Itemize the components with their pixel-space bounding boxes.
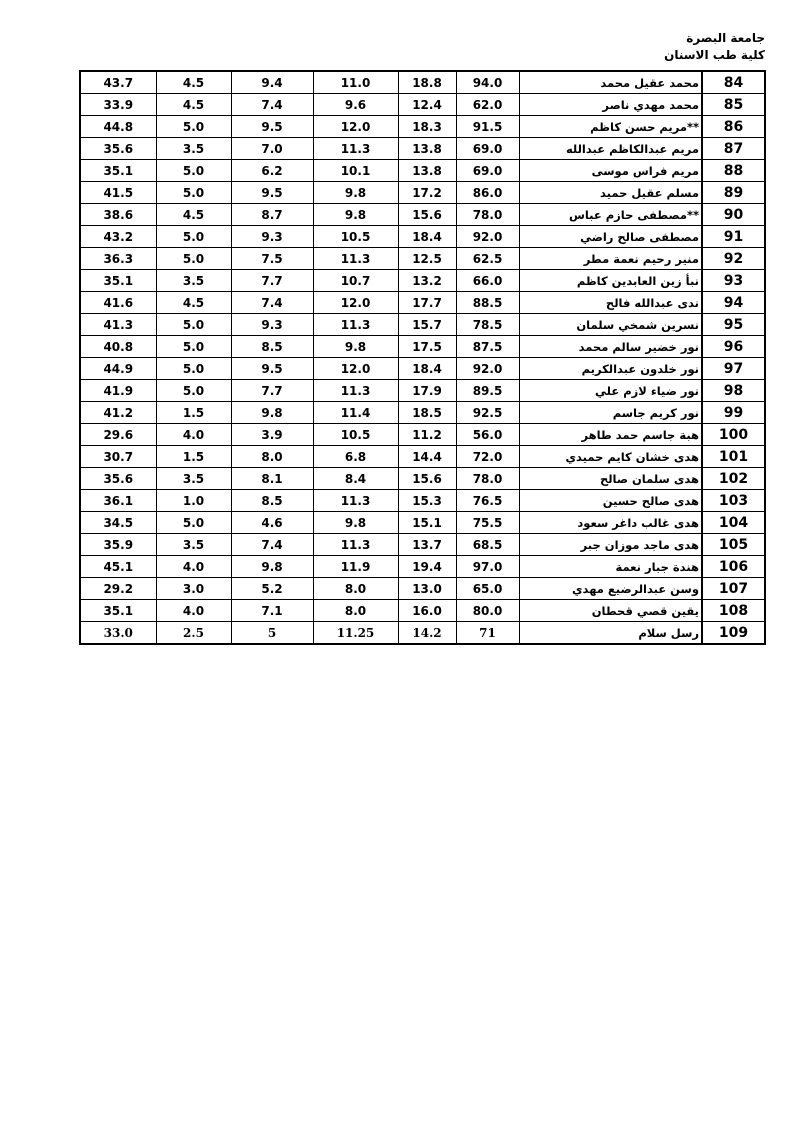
score-col3-cell: 7.7 bbox=[231, 380, 313, 402]
total-cell: 41.3 bbox=[80, 314, 156, 336]
score-col4-cell: 8.4 bbox=[313, 468, 398, 490]
total-cell: 30.7 bbox=[80, 446, 156, 468]
row-number-cell: 85 bbox=[702, 94, 765, 116]
score-col5-cell: 17.2 bbox=[398, 182, 456, 204]
score-col4-cell: 9.8 bbox=[313, 182, 398, 204]
score-col6-cell: 94.0 bbox=[456, 71, 519, 94]
score-col4-cell: 10.1 bbox=[313, 160, 398, 182]
score-col5-cell: 17.5 bbox=[398, 336, 456, 358]
table-row bbox=[80, 600, 765, 622]
score-col5-cell: 15.3 bbox=[398, 490, 456, 512]
score-col6-cell: 69.0 bbox=[456, 138, 519, 160]
score-col3-cell: 9.8 bbox=[231, 556, 313, 578]
score-col6-cell: 75.5 bbox=[456, 512, 519, 534]
score-col6-cell: 92.0 bbox=[456, 226, 519, 248]
table-row bbox=[80, 71, 765, 94]
score-col5-cell: 13.0 bbox=[398, 578, 456, 600]
score-col2-cell: 4.5 bbox=[156, 71, 231, 94]
score-col3-cell: 9.8 bbox=[231, 402, 313, 424]
total-cell: 41.9 bbox=[80, 380, 156, 402]
total-cell: 44.8 bbox=[80, 116, 156, 138]
score-col5-cell: 12.5 bbox=[398, 248, 456, 270]
row-number-cell: 98 bbox=[702, 380, 765, 402]
total-cell: 40.8 bbox=[80, 336, 156, 358]
student-name-cell: هدى خشان كايم حميدي bbox=[519, 446, 702, 468]
score-col4-cell: 8.0 bbox=[313, 578, 398, 600]
table-row bbox=[80, 358, 765, 380]
score-col4-cell: 12.0 bbox=[313, 292, 398, 314]
row-number-cell: 87 bbox=[702, 138, 765, 160]
score-col6-cell: 66.0 bbox=[456, 270, 519, 292]
row-number-cell: 92 bbox=[702, 248, 765, 270]
score-col3-cell: 7.0 bbox=[231, 138, 313, 160]
score-col3-cell: 4.6 bbox=[231, 512, 313, 534]
row-number-cell: 108 bbox=[702, 600, 765, 622]
score-col2-cell: 4.5 bbox=[156, 94, 231, 116]
score-col6-cell: 68.5 bbox=[456, 534, 519, 556]
student-name-cell: وسن عبدالرضيع مهدي bbox=[519, 578, 702, 600]
total-cell: 43.2 bbox=[80, 226, 156, 248]
total-cell: 35.1 bbox=[80, 600, 156, 622]
student-name-cell: نور كريم جاسم bbox=[519, 402, 702, 424]
score-col3-cell: 9.3 bbox=[231, 314, 313, 336]
table-row bbox=[80, 160, 765, 182]
score-col2-cell: 5.0 bbox=[156, 336, 231, 358]
grades-table bbox=[79, 70, 766, 645]
score-col6-cell: 89.5 bbox=[456, 380, 519, 402]
student-name-cell: نبأ زين العابدين كاظم bbox=[519, 270, 702, 292]
total-cell: 29.2 bbox=[80, 578, 156, 600]
student-name-cell: هدى غالب داغر سعود bbox=[519, 512, 702, 534]
score-col5-cell: 12.4 bbox=[398, 94, 456, 116]
total-cell: 35.9 bbox=[80, 534, 156, 556]
score-col4-cell: 11.3 bbox=[313, 534, 398, 556]
score-col4-cell: 9.8 bbox=[313, 204, 398, 226]
row-number-cell: 103 bbox=[702, 490, 765, 512]
total-cell: 29.6 bbox=[80, 424, 156, 446]
score-col4-cell: 12.0 bbox=[313, 116, 398, 138]
row-number-cell: 99 bbox=[702, 402, 765, 424]
score-col6-cell: 80.0 bbox=[456, 600, 519, 622]
total-cell: 43.7 bbox=[80, 71, 156, 94]
score-col6-cell: 78.0 bbox=[456, 204, 519, 226]
score-col5-cell: 13.8 bbox=[398, 160, 456, 182]
score-col5-cell: 14.2 bbox=[398, 622, 456, 645]
document-header bbox=[664, 30, 765, 64]
row-number-cell: 109 bbox=[702, 622, 765, 645]
score-col4-cell: 11.3 bbox=[313, 248, 398, 270]
table-row bbox=[80, 380, 765, 402]
score-col5-cell: 15.6 bbox=[398, 204, 456, 226]
score-col6-cell: 72.0 bbox=[456, 446, 519, 468]
score-col3-cell: 7.4 bbox=[231, 292, 313, 314]
student-name-cell: هبة جاسم حمد طاهر bbox=[519, 424, 702, 446]
row-number-cell: 100 bbox=[702, 424, 765, 446]
total-cell: 41.6 bbox=[80, 292, 156, 314]
score-col5-cell: 15.1 bbox=[398, 512, 456, 534]
table-row bbox=[80, 446, 765, 468]
score-col4-cell: 11.25 bbox=[313, 622, 398, 645]
score-col3-cell: 9.3 bbox=[231, 226, 313, 248]
score-col4-cell: 10.5 bbox=[313, 226, 398, 248]
row-number-cell: 105 bbox=[702, 534, 765, 556]
score-col2-cell: 5.0 bbox=[156, 314, 231, 336]
score-col5-cell: 13.2 bbox=[398, 270, 456, 292]
score-col6-cell: 92.0 bbox=[456, 358, 519, 380]
score-col5-cell: 17.9 bbox=[398, 380, 456, 402]
student-name-cell: هدى سلمان صالح bbox=[519, 468, 702, 490]
score-col3-cell: 3.9 bbox=[231, 424, 313, 446]
score-col5-cell: 18.4 bbox=[398, 226, 456, 248]
score-col2-cell: 5.0 bbox=[156, 226, 231, 248]
row-number-cell: 104 bbox=[702, 512, 765, 534]
row-number-cell: 101 bbox=[702, 446, 765, 468]
score-col5-cell: 19.4 bbox=[398, 556, 456, 578]
table-row bbox=[80, 204, 765, 226]
score-col5-cell: 18.8 bbox=[398, 71, 456, 94]
total-cell: 35.1 bbox=[80, 160, 156, 182]
score-col3-cell: 9.4 bbox=[231, 71, 313, 94]
total-cell: 36.1 bbox=[80, 490, 156, 512]
table-row bbox=[80, 468, 765, 490]
student-name-cell: نور ضياء لازم علي bbox=[519, 380, 702, 402]
score-col6-cell: 62.0 bbox=[456, 94, 519, 116]
row-number-cell: 107 bbox=[702, 578, 765, 600]
student-name-cell: مصطفى صالح راضي bbox=[519, 226, 702, 248]
score-col6-cell: 76.5 bbox=[456, 490, 519, 512]
total-cell: 38.6 bbox=[80, 204, 156, 226]
total-cell: 41.5 bbox=[80, 182, 156, 204]
student-name-cell: مريم فراس موسى bbox=[519, 160, 702, 182]
score-col2-cell: 3.5 bbox=[156, 468, 231, 490]
score-col6-cell: 88.5 bbox=[456, 292, 519, 314]
score-col5-cell: 15.7 bbox=[398, 314, 456, 336]
score-col2-cell: 3.5 bbox=[156, 138, 231, 160]
row-number-cell: 96 bbox=[702, 336, 765, 358]
table-row bbox=[80, 512, 765, 534]
score-col6-cell: 56.0 bbox=[456, 424, 519, 446]
total-cell: 41.2 bbox=[80, 402, 156, 424]
student-name-cell: منير رحيم نعمة مطر bbox=[519, 248, 702, 270]
score-col4-cell: 11.3 bbox=[313, 380, 398, 402]
score-col4-cell: 12.0 bbox=[313, 358, 398, 380]
student-name-cell: يقين قصي قحطان bbox=[519, 600, 702, 622]
score-col4-cell: 11.0 bbox=[313, 71, 398, 94]
score-col3-cell: 7.7 bbox=[231, 270, 313, 292]
table-row bbox=[80, 424, 765, 446]
row-number-cell: 97 bbox=[702, 358, 765, 380]
score-col3-cell: 6.2 bbox=[231, 160, 313, 182]
row-number-cell: 90 bbox=[702, 204, 765, 226]
table-row bbox=[80, 622, 765, 645]
score-col5-cell: 15.6 bbox=[398, 468, 456, 490]
score-col2-cell: 1.0 bbox=[156, 490, 231, 512]
college-name: كلية طب الاسنان bbox=[664, 48, 765, 62]
score-col2-cell: 5.0 bbox=[156, 116, 231, 138]
score-col4-cell: 11.9 bbox=[313, 556, 398, 578]
score-col5-cell: 18.4 bbox=[398, 358, 456, 380]
score-col6-cell: 78.5 bbox=[456, 314, 519, 336]
row-number-cell: 94 bbox=[702, 292, 765, 314]
total-cell: 33.0 bbox=[80, 622, 156, 645]
score-col4-cell: 10.7 bbox=[313, 270, 398, 292]
score-col3-cell: 7.4 bbox=[231, 534, 313, 556]
table-row bbox=[80, 270, 765, 292]
score-col5-cell: 16.0 bbox=[398, 600, 456, 622]
score-col2-cell: 5.0 bbox=[156, 380, 231, 402]
table-row bbox=[80, 314, 765, 336]
score-col2-cell: 5.0 bbox=[156, 512, 231, 534]
score-col2-cell: 4.0 bbox=[156, 424, 231, 446]
score-col4-cell: 8.0 bbox=[313, 600, 398, 622]
row-number-cell: 95 bbox=[702, 314, 765, 336]
student-name-cell: نسرين شمخي سلمان bbox=[519, 314, 702, 336]
score-col3-cell: 5.2 bbox=[231, 578, 313, 600]
score-col4-cell: 10.5 bbox=[313, 424, 398, 446]
score-col6-cell: 78.0 bbox=[456, 468, 519, 490]
score-col5-cell: 18.5 bbox=[398, 402, 456, 424]
row-number-cell: 91 bbox=[702, 226, 765, 248]
score-col2-cell: 3.5 bbox=[156, 270, 231, 292]
score-col3-cell: 7.5 bbox=[231, 248, 313, 270]
score-col4-cell: 9.6 bbox=[313, 94, 398, 116]
student-name-cell: ندى عبدالله فالح bbox=[519, 292, 702, 314]
table-row bbox=[80, 336, 765, 358]
score-col2-cell: 4.5 bbox=[156, 204, 231, 226]
table-row bbox=[80, 182, 765, 204]
score-col2-cell: 5.0 bbox=[156, 358, 231, 380]
score-col4-cell: 11.3 bbox=[313, 490, 398, 512]
row-number-cell: 84 bbox=[702, 71, 765, 94]
total-cell: 35.6 bbox=[80, 468, 156, 490]
student-name-cell: مسلم عقيل حميد bbox=[519, 182, 702, 204]
score-col4-cell: 9.8 bbox=[313, 512, 398, 534]
score-col4-cell: 9.8 bbox=[313, 336, 398, 358]
student-name-cell: هندة جبار نعمة bbox=[519, 556, 702, 578]
row-number-cell: 106 bbox=[702, 556, 765, 578]
score-col4-cell: 6.8 bbox=[313, 446, 398, 468]
score-col2-cell: 3.5 bbox=[156, 534, 231, 556]
score-col5-cell: 14.4 bbox=[398, 446, 456, 468]
score-col6-cell: 87.5 bbox=[456, 336, 519, 358]
table-row bbox=[80, 226, 765, 248]
student-name-cell: هدى ماجد موزان جبر bbox=[519, 534, 702, 556]
student-name-cell: هدى صالح حسين bbox=[519, 490, 702, 512]
score-col2-cell: 5.0 bbox=[156, 248, 231, 270]
student-name-cell: **مصطفى حازم عباس bbox=[519, 204, 702, 226]
row-number-cell: 88 bbox=[702, 160, 765, 182]
table-row bbox=[80, 556, 765, 578]
student-name-cell: **مريم حسن كاظم bbox=[519, 116, 702, 138]
score-col3-cell: 7.4 bbox=[231, 94, 313, 116]
score-col5-cell: 11.2 bbox=[398, 424, 456, 446]
table-row bbox=[80, 138, 765, 160]
score-col6-cell: 91.5 bbox=[456, 116, 519, 138]
score-col4-cell: 11.3 bbox=[313, 314, 398, 336]
table-row bbox=[80, 490, 765, 512]
student-name-cell: رسل سلام bbox=[519, 622, 702, 645]
table-row bbox=[80, 402, 765, 424]
total-cell: 45.1 bbox=[80, 556, 156, 578]
total-cell: 44.9 bbox=[80, 358, 156, 380]
score-col6-cell: 92.5 bbox=[456, 402, 519, 424]
score-col3-cell: 9.5 bbox=[231, 182, 313, 204]
score-col4-cell: 11.3 bbox=[313, 138, 398, 160]
row-number-cell: 93 bbox=[702, 270, 765, 292]
score-col2-cell: 1.5 bbox=[156, 446, 231, 468]
total-cell: 35.1 bbox=[80, 270, 156, 292]
student-name-cell: نور خلدون عبدالكريم bbox=[519, 358, 702, 380]
score-col6-cell: 97.0 bbox=[456, 556, 519, 578]
score-col4-cell: 11.4 bbox=[313, 402, 398, 424]
score-col3-cell: 8.7 bbox=[231, 204, 313, 226]
score-col6-cell: 86.0 bbox=[456, 182, 519, 204]
student-name-cell: نور خضير سالم محمد bbox=[519, 336, 702, 358]
university-name: جامعة البصرة bbox=[686, 31, 765, 45]
score-col2-cell: 5.0 bbox=[156, 160, 231, 182]
score-col3-cell: 8.5 bbox=[231, 336, 313, 358]
total-cell: 34.5 bbox=[80, 512, 156, 534]
score-col6-cell: 65.0 bbox=[456, 578, 519, 600]
score-col3-cell: 5 bbox=[231, 622, 313, 645]
table-row bbox=[80, 94, 765, 116]
table-row bbox=[80, 292, 765, 314]
score-col2-cell: 4.5 bbox=[156, 292, 231, 314]
student-name-cell: محمد مهدي ناصر bbox=[519, 94, 702, 116]
score-col2-cell: 4.0 bbox=[156, 556, 231, 578]
total-cell: 36.3 bbox=[80, 248, 156, 270]
student-name-cell: محمد عقيل محمد bbox=[519, 71, 702, 94]
table-row bbox=[80, 578, 765, 600]
grades-table-body bbox=[80, 71, 765, 644]
score-col2-cell: 3.0 bbox=[156, 578, 231, 600]
total-cell: 33.9 bbox=[80, 94, 156, 116]
row-number-cell: 102 bbox=[702, 468, 765, 490]
score-col5-cell: 13.8 bbox=[398, 138, 456, 160]
table-row bbox=[80, 534, 765, 556]
score-col6-cell: 62.5 bbox=[456, 248, 519, 270]
score-col2-cell: 4.0 bbox=[156, 600, 231, 622]
score-col3-cell: 7.1 bbox=[231, 600, 313, 622]
score-col3-cell: 9.5 bbox=[231, 116, 313, 138]
table-row bbox=[80, 248, 765, 270]
score-col3-cell: 9.5 bbox=[231, 358, 313, 380]
row-number-cell: 89 bbox=[702, 182, 765, 204]
score-col5-cell: 17.7 bbox=[398, 292, 456, 314]
score-col2-cell: 2.5 bbox=[156, 622, 231, 645]
row-number-cell: 86 bbox=[702, 116, 765, 138]
table-row bbox=[80, 116, 765, 138]
score-col5-cell: 18.3 bbox=[398, 116, 456, 138]
student-name-cell: مريم عبدالكاظم عبدالله bbox=[519, 138, 702, 160]
score-col6-cell: 71 bbox=[456, 622, 519, 645]
score-col3-cell: 8.0 bbox=[231, 446, 313, 468]
score-col2-cell: 1.5 bbox=[156, 402, 231, 424]
score-col5-cell: 13.7 bbox=[398, 534, 456, 556]
score-col6-cell: 69.0 bbox=[456, 160, 519, 182]
total-cell: 35.6 bbox=[80, 138, 156, 160]
score-col3-cell: 8.5 bbox=[231, 490, 313, 512]
score-col3-cell: 8.1 bbox=[231, 468, 313, 490]
score-col2-cell: 5.0 bbox=[156, 182, 231, 204]
